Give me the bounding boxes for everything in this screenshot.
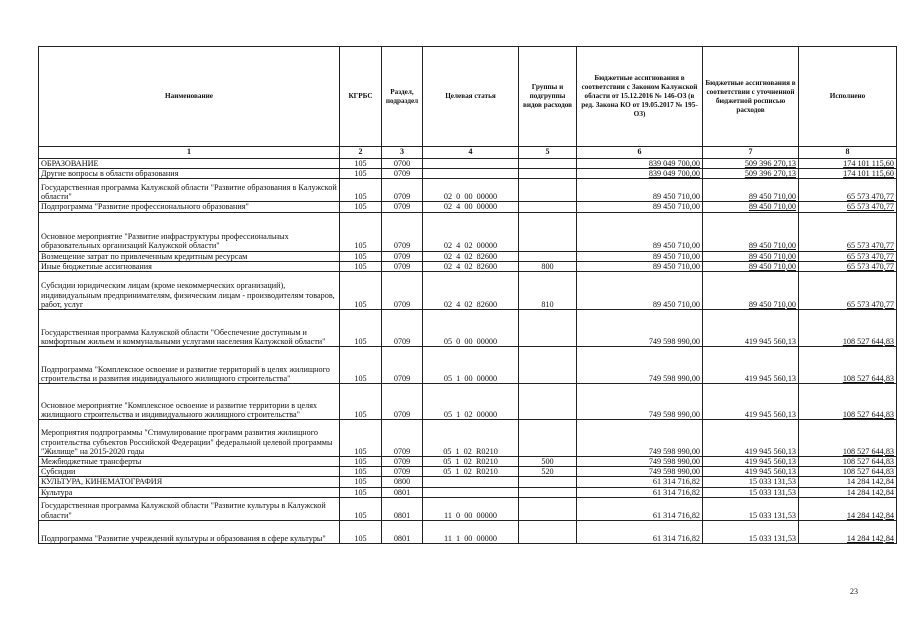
table-row (39, 169, 897, 179)
row-name: Подпрограмма "Развитие учреждений культуры и образования в сфере культуры" (39, 520, 340, 543)
row-target: 05 1 02 R0210 (423, 456, 519, 466)
row-done: 65 573 470,77 (799, 251, 897, 261)
row-done: 174 101 115,60 (799, 169, 897, 179)
row-law: 749 598 990,00 (577, 419, 703, 456)
row-done: 108 527 644,83 (799, 383, 897, 419)
column-number: 6 (577, 147, 703, 159)
row-name: Государственная программа Калужской области "Развитие культуры в Калужской области" (39, 497, 340, 520)
row-name: Основное мероприятие "Развитие инфраструктуры профессиональных образовательных организаций Калужской области" (39, 212, 340, 251)
row-group (519, 202, 577, 212)
table-row (39, 456, 897, 466)
row-group (519, 212, 577, 251)
column-number: 1 (39, 147, 340, 159)
row-target: 05 1 02 R0210 (423, 419, 519, 456)
row-law: 749 598 990,00 (577, 383, 703, 419)
row-done: 14 284 142,84 (799, 477, 897, 487)
row-done: 108 527 644,83 (799, 467, 897, 477)
row-razdel: 0709 (382, 169, 423, 179)
row-group (519, 497, 577, 520)
row-razdel: 0709 (382, 251, 423, 261)
header-group: Группы и подгруппы видов расходов (519, 47, 577, 147)
row-refined: 419 945 560,13 (703, 346, 799, 383)
table-row (39, 383, 897, 419)
row-law: 839 049 700,00 (577, 169, 703, 179)
row-razdel: 0709 (382, 383, 423, 419)
column-number: 3 (382, 147, 423, 159)
row-target (423, 487, 519, 497)
row-refined: 419 945 560,13 (703, 383, 799, 419)
row-target: 02 4 00 00000 (423, 202, 519, 212)
row-law: 61 314 716,82 (577, 487, 703, 497)
row-name: Основное мероприятие "Комплексное освоение и развитие территории в целях жилищного строительства и индивидуального жилищного строительства" (39, 383, 340, 419)
row-group (519, 477, 577, 487)
row-name: ОБРАЗОВАНИЕ (39, 159, 340, 169)
row-done: 174 101 115,60 (799, 159, 897, 169)
row-refined: 509 396 270,13 (703, 169, 799, 179)
row-kgrbs: 105 (340, 202, 382, 212)
row-razdel: 0801 (382, 520, 423, 543)
row-group (519, 309, 577, 346)
row-target: 11 0 00 00000 (423, 497, 519, 520)
row-done: 108 527 644,83 (799, 309, 897, 346)
row-kgrbs: 105 (340, 159, 382, 169)
row-group (519, 520, 577, 543)
row-target: 02 4 02 82600 (423, 251, 519, 261)
page-number: 23 (850, 587, 858, 596)
row-kgrbs: 105 (340, 497, 382, 520)
row-name: Субсидии юридическим лицам (кроме некоммерческих организаций), индивидуальным предпринимателям, физическим лицам - производителям товаров, работ, услуг (39, 271, 340, 309)
row-refined: 89 450 710,00 (703, 261, 799, 271)
row-law: 89 450 710,00 (577, 261, 703, 271)
table-row (39, 251, 897, 261)
row-name: КУЛЬТУРА, КИНЕМАТОГРАФИЯ (39, 477, 340, 487)
row-name: Другие вопросы в области образования (39, 169, 340, 179)
row-target (423, 477, 519, 487)
row-razdel: 0700 (382, 159, 423, 169)
row-done: 14 284 142,84 (799, 520, 897, 543)
row-razdel: 0709 (382, 419, 423, 456)
row-kgrbs: 105 (340, 520, 382, 543)
row-target: 02 4 02 00000 (423, 212, 519, 251)
row-kgrbs: 105 (340, 251, 382, 261)
row-target (423, 169, 519, 179)
table-row (39, 159, 897, 169)
header-refined: Бюджетные ассигнования в соответствии с уточненной бюджетной росписью расходов (703, 47, 799, 147)
row-kgrbs: 105 (340, 212, 382, 251)
row-law: 89 450 710,00 (577, 202, 703, 212)
header-done: Исполнено (799, 47, 897, 147)
row-kgrbs: 105 (340, 383, 382, 419)
column-number: 2 (340, 147, 382, 159)
header-target: Целевая статья (423, 47, 519, 147)
row-kgrbs: 105 (340, 271, 382, 309)
row-law: 89 450 710,00 (577, 212, 703, 251)
table-row (39, 309, 897, 346)
row-group (519, 251, 577, 261)
row-law: 89 450 710,00 (577, 271, 703, 309)
row-kgrbs: 105 (340, 309, 382, 346)
row-done: 14 284 142,84 (799, 487, 897, 497)
row-done: 65 573 470,77 (799, 261, 897, 271)
table-row (39, 202, 897, 212)
row-kgrbs: 105 (340, 169, 382, 179)
row-law: 61 314 716,82 (577, 477, 703, 487)
row-razdel: 0709 (382, 456, 423, 466)
row-refined: 509 396 270,13 (703, 159, 799, 169)
row-done: 108 527 644,83 (799, 419, 897, 456)
table-row (39, 261, 897, 271)
header-razdel: Раздел, подраздел (382, 47, 423, 147)
row-law: 61 314 716,82 (577, 520, 703, 543)
row-kgrbs: 105 (340, 261, 382, 271)
row-group (519, 179, 577, 202)
row-name: Государственная программа Калужской области "Развитие образования в Калужской области" (39, 179, 340, 202)
row-refined: 419 945 560,13 (703, 419, 799, 456)
table-row (39, 497, 897, 520)
row-refined: 89 450 710,00 (703, 271, 799, 309)
row-razdel: 0709 (382, 346, 423, 383)
table-row (39, 419, 897, 456)
row-group (519, 487, 577, 497)
row-razdel: 0709 (382, 212, 423, 251)
row-done: 14 284 142,84 (799, 497, 897, 520)
column-number: 4 (423, 147, 519, 159)
row-group: 810 (519, 271, 577, 309)
table-row (39, 487, 897, 497)
row-refined: 89 450 710,00 (703, 179, 799, 202)
row-kgrbs: 105 (340, 179, 382, 202)
row-target: 05 1 02 00000 (423, 383, 519, 419)
row-done: 65 573 470,77 (799, 271, 897, 309)
table-row (39, 520, 897, 543)
budget-table (38, 46, 897, 544)
row-done: 108 527 644,83 (799, 346, 897, 383)
header-kgrbs: КГРБС (340, 47, 382, 147)
row-name: Подпрограмма "Комплексное освоение и развитие территорий в целях жилищного строительства и развития индивидуального жилищного строительства" (39, 346, 340, 383)
row-razdel: 0709 (382, 467, 423, 477)
row-target: 02 4 02 82600 (423, 271, 519, 309)
row-refined: 419 945 560,13 (703, 467, 799, 477)
table-row (39, 477, 897, 487)
row-law: 839 049 700,00 (577, 159, 703, 169)
row-razdel: 0709 (382, 261, 423, 271)
row-refined: 15 033 131,53 (703, 497, 799, 520)
row-target: 05 0 00 00000 (423, 309, 519, 346)
row-target: 05 1 02 R0210 (423, 467, 519, 477)
row-law: 61 314 716,82 (577, 497, 703, 520)
table-row (39, 179, 897, 202)
row-group (519, 159, 577, 169)
row-name: Иные бюджетные ассигнования (39, 261, 340, 271)
column-number: 5 (519, 147, 577, 159)
row-refined: 419 945 560,13 (703, 309, 799, 346)
table-row (39, 271, 897, 309)
column-number: 8 (799, 147, 897, 159)
row-group (519, 383, 577, 419)
row-target: 11 1 00 00000 (423, 520, 519, 543)
row-name: Культура (39, 487, 340, 497)
row-refined: 15 033 131,53 (703, 477, 799, 487)
row-name: Возмещение затрат по привлеченным кредитным ресурсам (39, 251, 340, 261)
row-name: Межбюджетные трансферты (39, 456, 340, 466)
row-group (519, 419, 577, 456)
row-name: Субсидии (39, 467, 340, 477)
row-kgrbs: 105 (340, 346, 382, 383)
row-law: 89 450 710,00 (577, 251, 703, 261)
row-name: Мероприятия подпрограммы "Стимулирование программ развития жилищного строительства субъектов Российской Федерации" федеральной целевой программы "Жилище" на 2015-2020 годы (39, 419, 340, 456)
table-row (39, 346, 897, 383)
row-group (519, 346, 577, 383)
header-row (39, 47, 897, 147)
row-razdel: 0709 (382, 309, 423, 346)
row-kgrbs: 105 (340, 419, 382, 456)
row-law: 749 598 990,00 (577, 309, 703, 346)
row-refined: 15 033 131,53 (703, 487, 799, 497)
row-target: 05 1 00 00000 (423, 346, 519, 383)
row-refined: 89 450 710,00 (703, 212, 799, 251)
column-number: 7 (703, 147, 799, 159)
row-kgrbs: 105 (340, 477, 382, 487)
row-target (423, 159, 519, 169)
row-refined: 419 945 560,13 (703, 456, 799, 466)
row-razdel: 0801 (382, 497, 423, 520)
row-razdel: 0709 (382, 179, 423, 202)
row-law: 749 598 990,00 (577, 467, 703, 477)
header-name: Наименование (39, 47, 340, 147)
row-kgrbs: 105 (340, 456, 382, 466)
row-group (519, 169, 577, 179)
row-done: 65 573 470,77 (799, 212, 897, 251)
row-target: 02 4 02 82600 (423, 261, 519, 271)
row-refined: 89 450 710,00 (703, 251, 799, 261)
header-law: Бюджетные ассигнования в соответствии с Законом Калужской области от 15.12.2016 № 146-ОЗ (в ред. Закона КО от 19.05.2017 № 195-ОЗ) (577, 47, 703, 147)
row-kgrbs: 105 (340, 467, 382, 477)
row-done: 108 527 644,83 (799, 456, 897, 466)
row-name: Государственная программа Калужской области "Обеспечение доступным и комфортным жильем и коммунальными услугами населения Калужской области" (39, 309, 340, 346)
row-razdel: 0801 (382, 487, 423, 497)
row-target: 02 0 00 00000 (423, 179, 519, 202)
column-number-row (39, 147, 897, 159)
row-razdel: 0800 (382, 477, 423, 487)
row-razdel: 0709 (382, 271, 423, 309)
row-refined: 15 033 131,53 (703, 520, 799, 543)
row-law: 749 598 990,00 (577, 346, 703, 383)
row-refined: 89 450 710,00 (703, 202, 799, 212)
row-name: Подпрограмма "Развитие профессионального образования" (39, 202, 340, 212)
row-kgrbs: 105 (340, 487, 382, 497)
table-row (39, 212, 897, 251)
row-group: 800 (519, 261, 577, 271)
table-row (39, 467, 897, 477)
row-group: 520 (519, 467, 577, 477)
row-razdel: 0709 (382, 202, 423, 212)
row-group: 500 (519, 456, 577, 466)
row-done: 65 573 470,77 (799, 179, 897, 202)
row-law: 89 450 710,00 (577, 179, 703, 202)
row-law: 749 598 990,00 (577, 456, 703, 466)
row-done: 65 573 470,77 (799, 202, 897, 212)
